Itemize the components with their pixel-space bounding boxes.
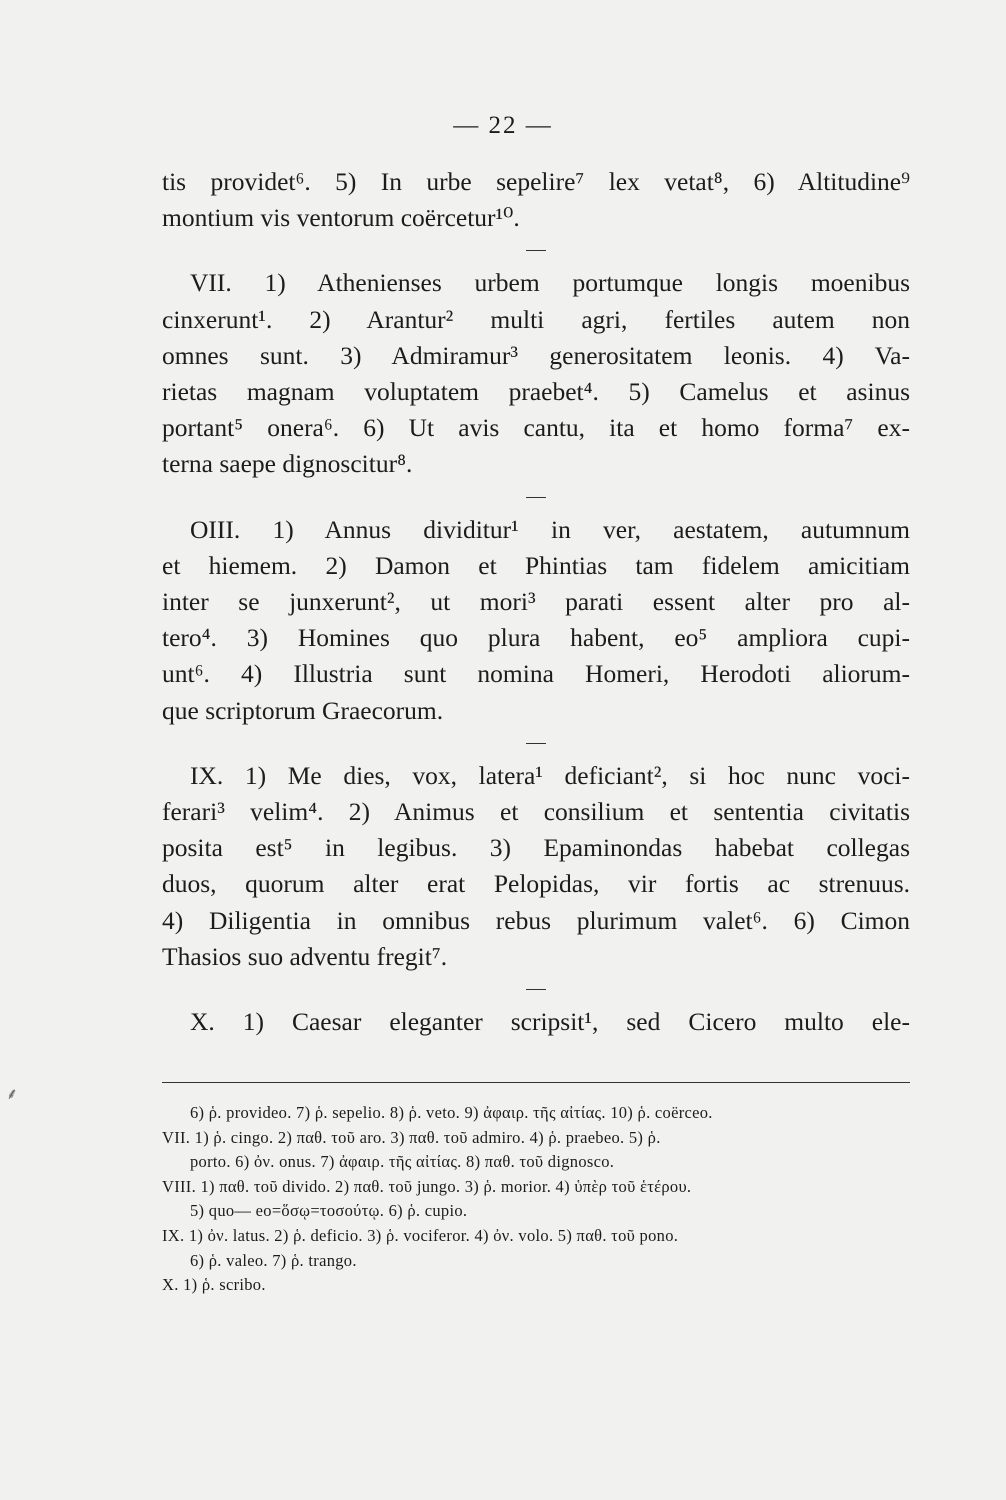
footnote-line: 6) ῥ. valeo. 7) ῥ. trango. (190, 1250, 357, 1270)
text-line: inter se junxerunt², ut mori³ parati essent alter pro al- (162, 587, 910, 617)
footnotes (162, 1101, 910, 1298)
text-line: OIII. 1) Annus dividitur¹ in ver, aestatem, autumnum (190, 514, 910, 544)
text-line: 4) Diligentia in omnibus rebus plurimum valet⁶. 6) Cimon (162, 905, 910, 935)
footnote-line: VII. 1) ῥ. cingo. 2) παθ. τοῦ aro. 3) παθ. τοῦ admiro. 4) ῥ. praebeo. 5) ῥ. (162, 1127, 661, 1147)
section-separator (526, 743, 546, 744)
footnote-line: 5) quo— eo=ὅσῳ=τοσούτῳ. 6) ῥ. cupio. (190, 1201, 468, 1221)
main-text (162, 164, 910, 1040)
paragraph-vii (162, 265, 910, 482)
text-line: ferari³ velim⁴. 2) Animus et consilium et sententia civitatis (162, 797, 910, 827)
page-number: — 22 — (453, 112, 553, 139)
text-line: tero⁴. 3) Homines quo plura habent, eo⁵ ampliora cupi- (162, 623, 910, 653)
footnote-line: X. 1) ῥ. scribo. (162, 1275, 266, 1295)
text-line: montium vis ventorum coërcetur¹⁰. (162, 203, 520, 233)
footnote-line: 6) ῥ. provideo. 7) ῥ. sepelio. 8) ῥ. veto. 9) ἀφαιρ. τῆς αἰτίας. 10) ῥ. coërceo. (190, 1103, 713, 1122)
text-line: VII. 1) Athenienses urbem portumque longis moenibus (190, 268, 910, 298)
section-separator (526, 497, 546, 498)
paragraph-viii (162, 512, 910, 729)
text-line: unt⁶. 4) Illustria sunt nomina Homeri, Herodoti aliorum- (162, 659, 910, 689)
paragraph-ix (162, 758, 910, 975)
text-line: et hiemem. 2) Damon et Phintias tam fidelem amicitiam (162, 550, 910, 580)
text-line: Thasios suo adventu fregit⁷. (162, 941, 448, 971)
footnote-line: IX. 1) ὀν. latus. 2) ῥ. deficio. 3) ῥ. vociferor. 4) ὀν. volo. 5) παθ. τοῦ pono. (162, 1225, 679, 1245)
footnote-rule (162, 1082, 910, 1083)
text-line: cinxerunt¹. 2) Arantur² multi agri, fertiles autem non (162, 304, 910, 334)
text-line: rietas magnam voluptatem praebet⁴. 5) Camelus et asinus (162, 377, 910, 407)
section-separator (526, 250, 546, 251)
paragraph-vi-tail (162, 164, 910, 236)
text-line: omnes sunt. 3) Admiramur³ generositatem leonis. 4) Va- (162, 340, 910, 370)
footnote-line: porto. 6) ὀν. onus. 7) ἀφαιρ. τῆς αἰτίας. 8) παθ. τοῦ dignosco. (190, 1152, 615, 1172)
text-line: posita est⁵ in legibus. 3) Epaminondas habebat collegas (162, 833, 910, 863)
margin-mark: ⸙ (6, 1086, 19, 1103)
text-line: X. 1) Caesar eleganter scripsit¹, sed Cicero multo ele- (190, 1007, 910, 1037)
paragraph-x (162, 1004, 910, 1040)
text-line: IX. 1) Me dies, vox, latera¹ deficiant², si hoc nunc voci- (190, 760, 910, 790)
text-line: que scriptorum Graecorum. (162, 695, 444, 725)
text-line: terna saepe dignoscitur⁸. (162, 449, 413, 479)
text-line: tis providet⁶. 5) In urbe sepelire⁷ lex vetat⁸, 6) Altitudine⁹ (162, 167, 910, 196)
text-line: duos, quorum alter erat Pelopidas, vir fortis ac strenuus. (162, 869, 910, 899)
footnote-line: VIII. 1) παθ. τοῦ divido. 2) παθ. τοῦ jungo. 3) ῥ. morior. 4) ὑπὲρ τοῦ ἑτέρου. (162, 1176, 692, 1196)
text-line: portant⁵ onera⁶. 6) Ut avis cantu, ita et homo forma⁷ ex- (162, 413, 910, 443)
section-separator (526, 989, 546, 990)
